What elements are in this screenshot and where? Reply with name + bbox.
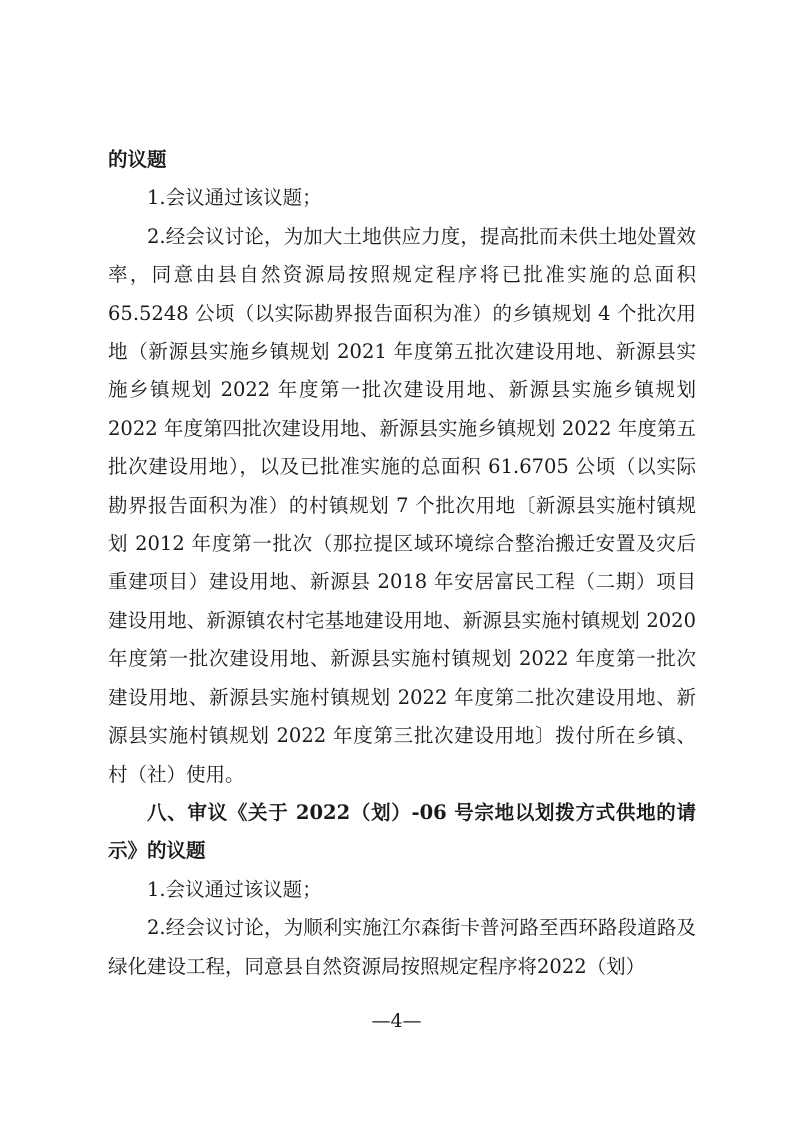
paragraph-resolution-2: 2.经会议讨论，为加大土地供应力度，提高批而未供土地处置效率，同意由县自然资源局按照规定程序将已批准实施的总面积 65.5248 公顷（以实际勘界报告面积为准）的乡镇规划 4 个批次用地（新源县实施乡镇规划 2021 年度第五批次建设用地、新源县实施乡镇规划 2022 年度第一批次建设用地、新源县实施乡镇规划 2022 年度第四批次建设用地、新源县实施乡镇规划 2022 年度第五批次建设用地），以及已批准实施的总面积 61.6705 公顷（以实际勘界报告面积为准）的村镇规划 7 个批次用地〔新源县实施村镇规划 2012 年度第一批次（那拉提区域环境综合整治搬迁安置及灾后重建项目）建设用地、新源县 2018 年安居富民工程（二期）项目建设用地、新源镇农村宅基地建设用地、新源县实施村镇规划 2020 年度第一批次建设用地、新源县实施村镇规划 2022 年度第一批次建设用地、新源县实施村镇规划 2022 年度第二批次建设用地、新源县实施村镇规划 2022 年度第三批次建设用地〕拨付所在乡镇、村（社）使用。 [108,224,696,786]
heading-continuation: 的议题 [108,148,167,171]
paragraph-resolution-1: 1.会议通过该议题； [147,186,322,210]
page-number: —4— [371,1010,422,1032]
paragraph-resolution-3: 1.会议通过该议题； [147,877,322,901]
section-heading-8: 八、审议《关于 2022（划）-06 号宗地以划拨方式供地的请示》的议题 [108,800,696,863]
document-body [108,141,696,986]
paragraph-resolution-4: 2.经会议讨论，为顺利实施江尔森街卡普河路至西环路段道路及绿化建设工程，同意县自然资源局按照规定程序将2022（划） [108,916,696,978]
